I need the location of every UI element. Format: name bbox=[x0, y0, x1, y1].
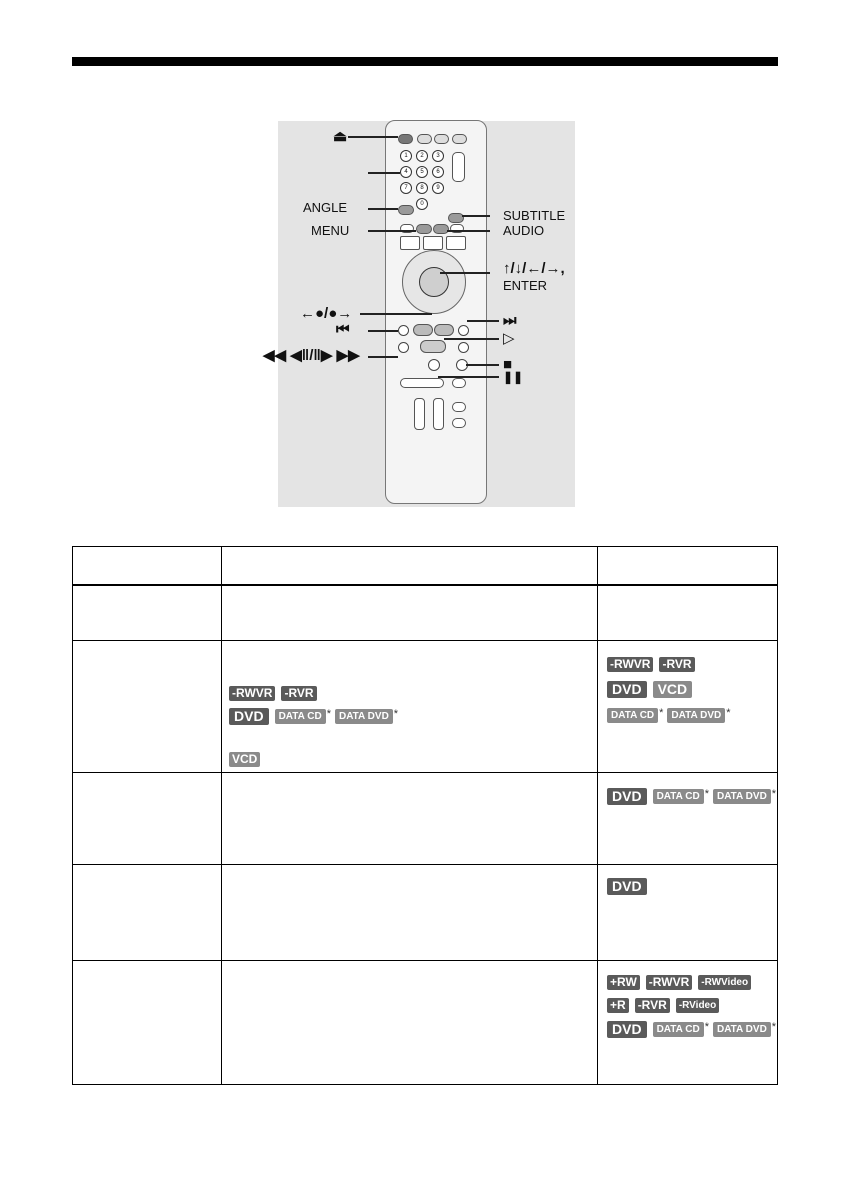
badge-plus-r: +R bbox=[607, 998, 629, 1013]
table-row bbox=[73, 586, 777, 641]
small-round-button bbox=[458, 325, 469, 336]
asterisk: * bbox=[704, 788, 709, 800]
lower-button bbox=[452, 418, 466, 428]
lower-button bbox=[452, 378, 466, 388]
small-round-button bbox=[398, 325, 409, 336]
callout-line bbox=[368, 172, 400, 174]
number-button: 9 bbox=[432, 182, 444, 194]
top-button bbox=[417, 134, 432, 144]
badge-line bbox=[607, 681, 698, 699]
callout-line bbox=[368, 356, 398, 358]
callout-line bbox=[348, 136, 398, 138]
small-button bbox=[450, 224, 464, 233]
badge-line bbox=[607, 707, 735, 725]
callout-line bbox=[368, 230, 416, 232]
table-row bbox=[73, 865, 777, 961]
audio-button bbox=[433, 224, 449, 234]
direction-pad bbox=[402, 250, 466, 314]
scan-forward-button bbox=[458, 342, 469, 353]
badge-data-dvd: DATA DVD bbox=[667, 708, 725, 723]
instant-replay-button bbox=[413, 324, 433, 336]
audio-label: AUDIO bbox=[503, 223, 545, 238]
rocker-right bbox=[433, 398, 444, 430]
subtitle-label: SUBTITLE bbox=[503, 208, 566, 223]
number-button: 0 bbox=[416, 198, 428, 210]
lower-button bbox=[400, 378, 444, 388]
badge-rw-vr: -RWVR bbox=[229, 686, 275, 701]
stop-symbol: ■ bbox=[503, 356, 513, 373]
badge-line bbox=[229, 708, 402, 726]
asterisk: * bbox=[326, 708, 331, 720]
number-button: 1 bbox=[400, 150, 412, 162]
number-button: 6 bbox=[432, 166, 444, 178]
asterisk: * bbox=[393, 708, 399, 720]
eject-button bbox=[398, 134, 413, 144]
wide-button bbox=[446, 236, 466, 250]
callout-line bbox=[444, 338, 499, 340]
callout-line bbox=[368, 208, 398, 210]
badge-dvd: DVD bbox=[607, 681, 647, 698]
badge-rw-vr: -RWVR bbox=[646, 975, 692, 990]
badge-data-dvd: DATA DVD bbox=[335, 709, 393, 724]
number-button: 8 bbox=[416, 182, 428, 194]
previous-symbol: ⏮ bbox=[336, 321, 350, 338]
top-button bbox=[452, 134, 467, 144]
badge-rw-video: -RWVideo bbox=[698, 975, 751, 990]
number-button: 2 bbox=[416, 150, 428, 162]
badge-r-vr: -RVR bbox=[281, 686, 316, 701]
badge-data-cd: DATA CD bbox=[275, 709, 326, 724]
table-row bbox=[73, 773, 777, 865]
instant-advance-button bbox=[434, 324, 454, 336]
wide-button bbox=[423, 236, 443, 250]
badge-data-cd: DATA CD bbox=[607, 708, 658, 723]
function-table bbox=[72, 546, 778, 1085]
badge-line bbox=[607, 1021, 780, 1039]
table-row bbox=[73, 961, 777, 1086]
pause-symbol: ❚❚ bbox=[503, 370, 524, 384]
top-button bbox=[434, 134, 449, 144]
volume-rocker bbox=[452, 152, 465, 182]
eject-symbol: ⏏ bbox=[333, 128, 348, 145]
play-symbol: ▷ bbox=[503, 330, 515, 347]
number-button: 4 bbox=[400, 166, 412, 178]
small-button bbox=[400, 224, 414, 233]
number-pad bbox=[400, 150, 444, 210]
arrows-symbol: ↑/↓/←/→, bbox=[503, 260, 565, 277]
callout-line bbox=[447, 230, 490, 232]
badge-dvd: DVD bbox=[607, 878, 647, 895]
instant-replay-advance-symbol: ←●/●→ bbox=[300, 305, 353, 322]
angle-button bbox=[398, 205, 414, 215]
badge-r-vr: -RVR bbox=[659, 657, 694, 672]
pause-button-shape bbox=[428, 359, 440, 371]
badge-vcd: VCD bbox=[653, 681, 693, 698]
badge-rw-vr: -RWVR bbox=[607, 657, 653, 672]
callout-line bbox=[440, 272, 490, 274]
wide-button bbox=[400, 236, 420, 250]
badge-dvd: DVD bbox=[607, 788, 647, 805]
asterisk: * bbox=[771, 1021, 777, 1033]
callout-line bbox=[438, 376, 499, 378]
play-button bbox=[420, 340, 446, 353]
badge-data-cd: DATA CD bbox=[653, 789, 704, 804]
menu-button bbox=[416, 224, 432, 234]
badge-dvd: DVD bbox=[229, 708, 269, 725]
badge-data-dvd: DATA DVD bbox=[713, 789, 771, 804]
badge-dvd: DVD bbox=[607, 1021, 647, 1038]
badge-r-vr: -RVR bbox=[635, 998, 670, 1013]
asterisk: * bbox=[704, 1021, 709, 1033]
lower-button bbox=[452, 402, 466, 412]
scan-slow-symbol: ◀◀ ◀‖/‖▶ ▶▶ bbox=[263, 347, 360, 364]
badge-line bbox=[607, 974, 757, 992]
enter-label: ENTER bbox=[503, 278, 548, 293]
badge-line bbox=[607, 656, 701, 674]
callout-line bbox=[467, 320, 499, 322]
callout-line bbox=[368, 330, 398, 332]
badge-data-dvd: DATA DVD bbox=[713, 1022, 771, 1037]
badge-data-cd: DATA CD bbox=[653, 1022, 704, 1037]
scan-back-button bbox=[398, 342, 409, 353]
badge-line bbox=[229, 685, 323, 703]
asterisk: * bbox=[771, 788, 777, 800]
callout-line bbox=[466, 364, 499, 366]
badge-plus-rw: +RW bbox=[607, 975, 640, 990]
asterisk: * bbox=[659, 707, 664, 719]
callout-line bbox=[462, 215, 490, 217]
table-row bbox=[73, 641, 777, 773]
angle-label: ANGLE bbox=[303, 200, 348, 215]
table-header-row bbox=[73, 547, 777, 586]
callout-line bbox=[360, 313, 432, 315]
badge-line bbox=[229, 751, 266, 769]
menu-label: MENU bbox=[311, 223, 350, 238]
rocker-left bbox=[414, 398, 425, 430]
badge-line bbox=[607, 878, 653, 896]
number-button: 5 bbox=[416, 166, 428, 178]
next-symbol: ⏭ bbox=[503, 312, 517, 329]
badge-line bbox=[607, 997, 725, 1015]
number-button: 7 bbox=[400, 182, 412, 194]
number-button: 3 bbox=[432, 150, 444, 162]
remote-figure bbox=[0, 0, 841, 520]
asterisk: * bbox=[726, 707, 731, 719]
badge-line bbox=[607, 788, 780, 806]
badge-r-video: -RVideo bbox=[676, 998, 719, 1013]
badge-vcd: VCD bbox=[229, 752, 260, 767]
